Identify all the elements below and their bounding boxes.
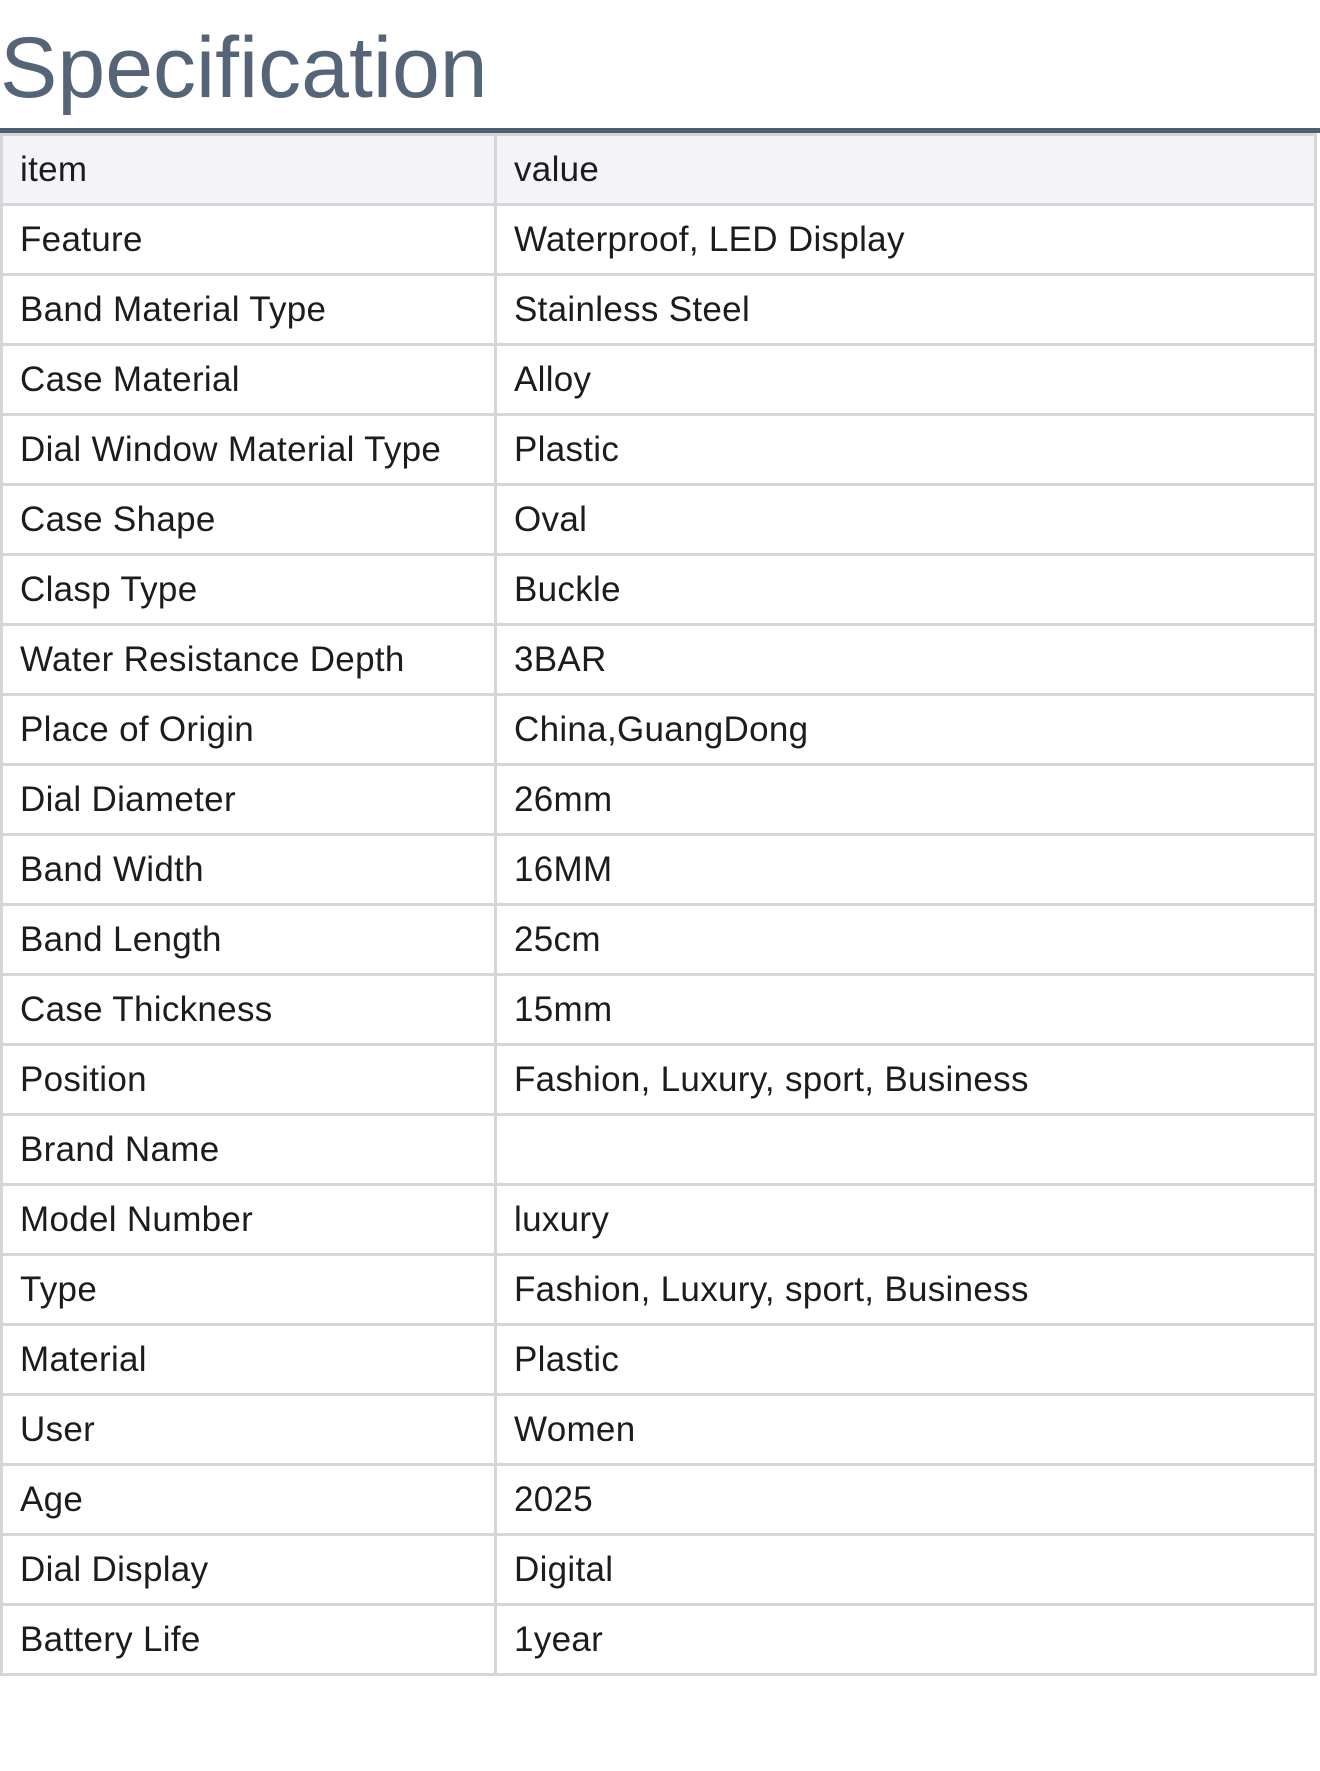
table-row [2,1115,1316,1185]
item-cell: Battery Life [2,1605,496,1675]
item-cell: Case Shape [2,485,496,555]
value-cell: Plastic [496,415,1316,485]
item-cell: Brand Name [2,1115,496,1185]
table-row [2,695,1316,765]
table-row [2,1535,1316,1605]
value-cell: China,GuangDong [496,695,1316,765]
item-cell: Position [2,1045,496,1115]
item-cell: Case Thickness [2,975,496,1045]
table-row [2,1395,1316,1465]
value-cell: Women [496,1395,1316,1465]
item-cell: Dial Window Material Type [2,415,496,485]
value-cell: 26mm [496,765,1316,835]
page-title: Specification [0,20,488,116]
specification-table [0,133,1317,1676]
item-cell: Band Material Type [2,275,496,345]
value-cell: 25cm [496,905,1316,975]
value-cell: Buckle [496,555,1316,625]
item-cell: Band Length [2,905,496,975]
item-cell: Age [2,1465,496,1535]
table-row [2,1465,1316,1535]
item-cell: Place of Origin [2,695,496,765]
value-cell: 16MM [496,835,1316,905]
header-item-cell: item [2,135,496,205]
table-row [2,1045,1316,1115]
item-cell: User [2,1395,496,1465]
table-header-row [2,135,1316,205]
item-cell: Case Material [2,345,496,415]
header-value-cell: value [496,135,1316,205]
value-cell: 1year [496,1605,1316,1675]
item-cell: Material [2,1325,496,1395]
value-cell: Plastic [496,1325,1316,1395]
value-cell: 3BAR [496,625,1316,695]
item-cell: Model Number [2,1185,496,1255]
table-row [2,555,1316,625]
value-cell: Waterproof, LED Display [496,205,1316,275]
value-cell: 15mm [496,975,1316,1045]
item-cell: Dial Display [2,1535,496,1605]
value-cell: Oval [496,485,1316,555]
item-cell: Feature [2,205,496,275]
table-row [2,1325,1316,1395]
value-cell: Fashion, Luxury, sport, Business [496,1255,1316,1325]
table-row [2,905,1316,975]
item-cell: Dial Diameter [2,765,496,835]
value-cell: luxury [496,1185,1316,1255]
table-row [2,975,1316,1045]
table-row [2,1255,1316,1325]
table-row [2,345,1316,415]
value-cell: Digital [496,1535,1316,1605]
value-cell: 2025 [496,1465,1316,1535]
item-cell: Clasp Type [2,555,496,625]
item-cell: Water Resistance Depth [2,625,496,695]
table-row [2,625,1316,695]
value-cell [496,1115,1316,1185]
item-cell: Band Width [2,835,496,905]
item-cell: Type [2,1255,496,1325]
table-row [2,1605,1316,1675]
table-row [2,415,1316,485]
table-row [2,765,1316,835]
value-cell: Fashion, Luxury, sport, Business [496,1045,1316,1115]
table-row [2,205,1316,275]
table-row [2,485,1316,555]
value-cell: Alloy [496,345,1316,415]
value-cell: Stainless Steel [496,275,1316,345]
table-row [2,1185,1316,1255]
table-row [2,835,1316,905]
table-row [2,275,1316,345]
